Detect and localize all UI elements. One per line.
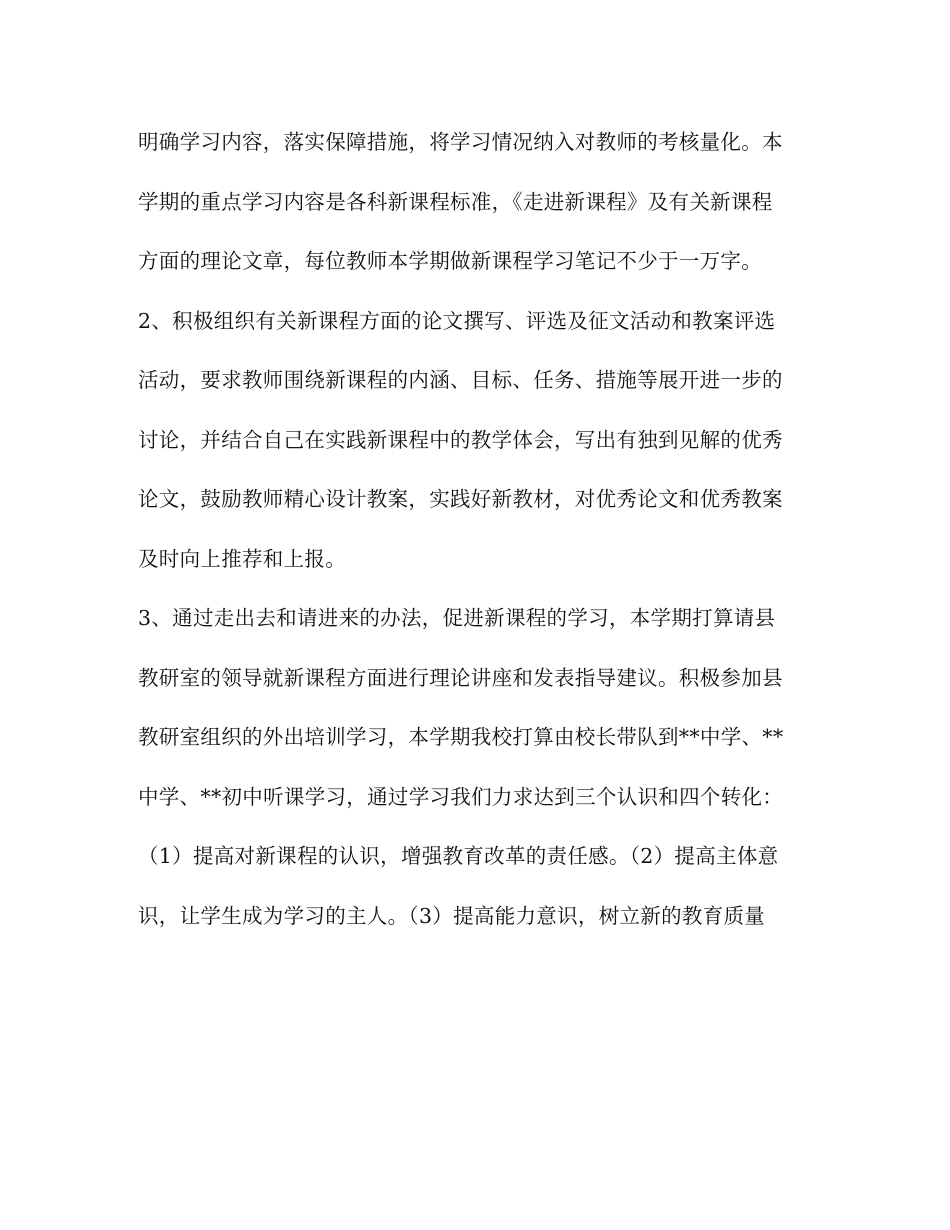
text-line: （1）提高对新课程的认识，增强教育改革的责任感。（2）提高主体意	[138, 844, 779, 868]
text-line: 及时向上推荐和上报。	[138, 546, 346, 571]
text-line: 活动，要求教师围绕新课程的内涵、目标、任务、措施等展开进一步的	[138, 368, 783, 392]
text-line: 学期的重点学习内容是各科新课程标准，《走进新课程》及有关新课程	[138, 189, 773, 214]
text-line: 3、通过走出去和请进来的办法，促进新课程的学习，本学期打算请县	[138, 606, 776, 630]
text-line: 中学、**初中听课学习，通过学习我们力求达到三个认识和四个转化：	[138, 784, 784, 809]
text-line: 识，让学生成为学习的主人。（3）提高能力意识，树立新的教育质量	[138, 903, 766, 928]
text-line: 方面的理论文章，每位教师本学期做新课程学习笔记不少于一万字。	[138, 249, 762, 273]
text-line: 教研室的领导就新课程方面进行理论讲座和发表指导建议。积极参加县	[138, 665, 783, 690]
text-line: 2、积极组织有关新课程方面的论文撰写、评选及征文活动和教案评选	[138, 308, 776, 333]
text-line: 论文，鼓励教师精心设计教案，实践好新教材，对优秀论文和优秀教案	[138, 487, 783, 511]
text-line: 明确学习内容，落实保障措施，将学习情况纳入对教师的考核量化。本	[138, 130, 783, 154]
document-body	[138, 122, 838, 955]
text-line: 教研室组织的外出培训学习，本学期我校打算由校长带队到**中学、**	[138, 725, 784, 749]
text-line: 讨论，并结合自己在实践新课程中的教学体会，写出有独到见解的优秀	[138, 427, 783, 452]
